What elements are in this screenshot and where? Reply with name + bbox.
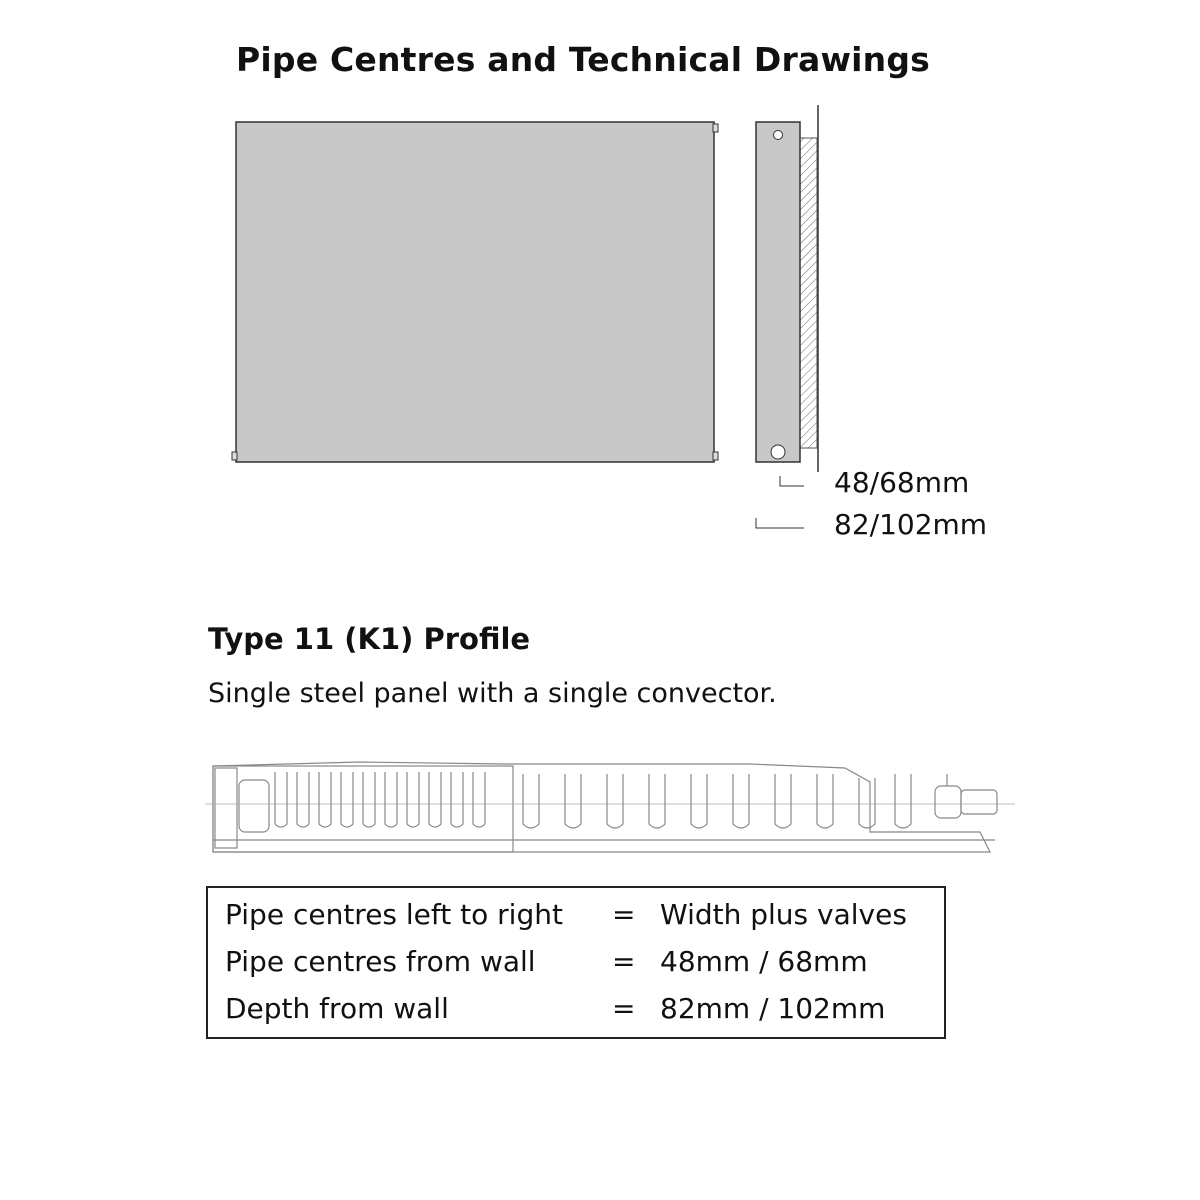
bottom-pipe-connection <box>771 445 785 459</box>
spec-label: Pipe centres left to right <box>225 898 563 931</box>
depth-dimension-label: 82/102mm <box>834 508 988 541</box>
profile-valve-cap <box>961 790 997 814</box>
spec-row <box>208 945 944 991</box>
radiator-front-view <box>226 112 726 472</box>
bracket-top-right <box>713 124 718 132</box>
page-title: Pipe Centres and Technical Drawings <box>236 40 931 79</box>
spec-value: Width plus valves <box>660 898 907 931</box>
profile-description: Single steel panel with a single convector. <box>208 678 777 709</box>
spec-value: 82mm / 102mm <box>660 992 886 1025</box>
spec-label: Depth from wall <box>225 992 449 1025</box>
spec-row <box>208 898 944 944</box>
bracket-bottom-left <box>232 452 237 460</box>
depth-dimension-bracket <box>756 518 804 528</box>
profile-right-valve <box>935 786 961 818</box>
spec-row <box>208 992 944 1038</box>
convector-hatch <box>800 138 817 448</box>
profile-convector-fins <box>275 772 911 828</box>
pipe-centre-dimension-label: 48/68mm <box>834 466 970 499</box>
profile-title: Type 11 (K1) Profile <box>208 622 531 656</box>
pipe-centre-dimension-bracket <box>780 476 804 486</box>
spec-label: Pipe centres from wall <box>225 945 536 978</box>
spec-table <box>206 886 946 1039</box>
side-panel <box>756 122 800 462</box>
front-panel <box>236 122 714 462</box>
bracket-bottom-right <box>713 452 718 460</box>
profile-end-cap-left <box>215 768 237 848</box>
spec-equals: = <box>612 898 636 931</box>
top-pipe-connection <box>774 131 783 140</box>
spec-equals: = <box>612 992 636 1025</box>
spec-value: 48mm / 68mm <box>660 945 868 978</box>
profile-left-valve <box>239 780 269 832</box>
radiator-profile-drawing <box>205 752 1015 862</box>
spec-equals: = <box>612 945 636 978</box>
profile-panel-outline <box>213 762 990 852</box>
